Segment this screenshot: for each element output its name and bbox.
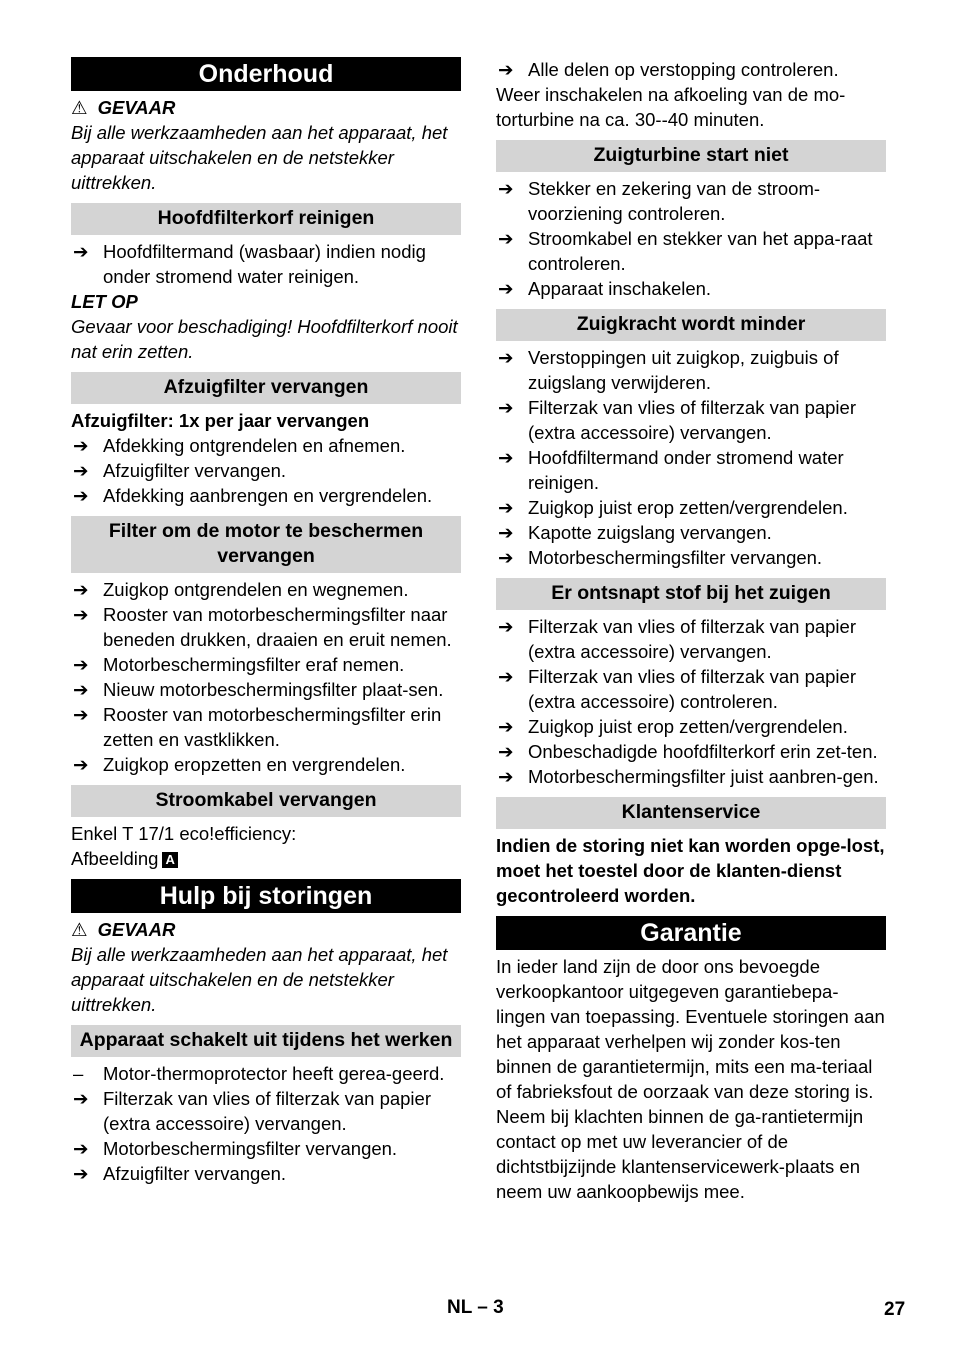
list-item: ➔ Stroomkabel en stekker van het appa-raat controleren. [498,228,873,274]
warning-icon: ⚠ [71,919,88,940]
arrow-icon: ➔ [498,447,514,468]
list-item: ➔ Alle delen op verstopping controleren. [498,59,839,80]
arrow-icon: ➔ [73,460,89,481]
arrow-icon: ➔ [498,741,514,762]
list-item: ➔ Zuigkop juist erop zetten/vergrendelen. [498,716,848,737]
list-item: ➔ Zuigkop ontgrendelen en wegnemen. [73,579,409,600]
afzuigfilter-intro: Afzuigfilter: 1x per jaar vervangen [71,410,370,431]
klantenservice-text: Indien de storing niet kan worden opge-lost, moet het toestel door de klanten-dienst gecontroleerd worden. [496,835,885,906]
arrow-icon: ➔ [498,522,514,543]
list-zuigkracht [496,345,886,570]
arrow-icon: ➔ [73,241,89,262]
arrow-icon: ➔ [73,485,89,506]
list-item: ➔ Afzuigfilter vervangen. [73,460,287,481]
right-column [496,57,886,1204]
list-item: ➔ Zuigkop eropzetten en vergrendelen. [73,754,406,775]
dash-icon: – [73,1063,84,1084]
note-label: LET OP [71,291,138,312]
list-item: ➔ Motorbeschermingsfilter vervangen. [73,1138,398,1159]
list-item: ➔ Kapotte zuigslang vervangen. [498,522,772,543]
garantie-text: In ieder land zijn de door ons bevoegde verkoopkantoor uitgegeven garantiebepa-lingen van toepassing. Eventuele storingen aan het apparaat verhelpen wij zonder kos-ten binnen de garantietermijn, mits een ma-teriaal of fabrieksfout de oorzaak van deze storing is. Neem bij klachten binnen de ga-rantietermijn contact op met uw leverancier of de dichtstbijzijnde klantenservicewerk-plaats en neem uw aankoopbewijs mee. [496,956,885,1202]
warning-heading [71,917,461,942]
warning-text: Bij alle werkzaamheden aan het apparaat, het apparaat uitschakelen en de netstekker uittrekken. [71,944,448,1015]
subsection-title-schakelt-uit: Apparaat schakelt uit tijdens het werken [71,1025,461,1057]
list-item: ➔ Hoofdfiltermand (wasbaar) indien nodig onder stromend water reinigen. [73,241,426,287]
left-column [71,57,461,1186]
warning-heading [71,95,461,120]
list-top [496,57,886,82]
subsection-title-zuigkracht: Zuigkracht wordt minder [496,309,886,341]
subsection-title-klantenservice: Klantenservice [496,797,886,829]
subsection-title-stof: Er ontsnapt stof bij het zuigen [496,578,886,610]
list-item: ➔ Verstoppingen uit zuigkop, zuigbuis of zuigslang verwijderen. [498,347,839,393]
arrow-icon: ➔ [73,679,89,700]
warning-label: GEVAAR [97,919,176,940]
subsection-title-hoofdfilterkorf: Hoofdfilterkorf reinigen [71,203,461,235]
list-item: ➔ Rooster van motorbeschermingsfilter erin zetten en vastklikken. [73,704,442,750]
arrow-icon: ➔ [498,716,514,737]
section-title-onderhoud: Onderhoud [71,57,461,91]
list-zuigturbine [496,176,886,301]
list-item: ➔ Onbeschadigde hoofdfilterkorf erin zet-ten. [498,741,878,762]
subsection-title-motorfilter: Filter om de motor te beschermen vervangen [71,516,461,573]
arrow-icon: ➔ [498,178,514,199]
arrow-icon: ➔ [73,1088,89,1109]
list-item: ➔ Motorbeschermingsfilter eraf nemen. [73,654,405,675]
note-text: Gevaar voor beschadiging! Hoofdfilterkorf nooit nat erin zetten. [71,316,458,362]
arrow-icon: ➔ [498,497,514,518]
warning-icon: ⚠ [71,97,88,118]
list-item: ➔ Rooster van motorbeschermingsfilter naar beneden drukken, draaien en eruit nemen. [73,604,452,650]
footer-language-page: NL – 3 [447,1297,504,1318]
list-item: ➔ Nieuw motorbeschermingsfilter plaat-sen. [73,679,444,700]
arrow-icon: ➔ [73,1138,89,1159]
list-item: ➔ Filterzak van vlies of filterzak van papier (extra accessoire) vervangen. [498,397,856,443]
top-text: Weer inschakelen na afkoeling van de mo-torturbine na ca. 30--40 minuten. [496,84,846,130]
footer-page-number: 27 [884,1299,906,1320]
section-title-garantie: Garantie [496,916,886,950]
list-item: ➔ Filterzak van vlies of filterzak van papier (extra accessoire) vervangen. [73,1088,431,1134]
arrow-icon: ➔ [73,704,89,725]
arrow-icon: ➔ [498,347,514,368]
list-item: ➔ Motorbeschermingsfilter vervangen. [498,547,823,568]
warning-text: Bij alle werkzaamheden aan het apparaat, het apparaat uitschakelen en de netstekker uittrekken. [71,122,448,193]
arrow-icon: ➔ [498,278,514,299]
arrow-icon: ➔ [498,59,514,80]
arrow-icon: ➔ [498,228,514,249]
arrow-icon: ➔ [498,616,514,637]
list-item: – Motor-thermoprotector heeft gerea-geerd. [73,1063,445,1084]
list-afzuigfilter [71,433,461,508]
list-item: ➔ Apparaat inschakelen. [498,278,712,299]
list-schakelt-uit [71,1061,461,1186]
arrow-icon: ➔ [498,547,514,568]
stroomkabel-line1: Enkel T 17/1 eco!efficiency: [71,823,297,844]
list-item: ➔ Afzuigfilter vervangen. [73,1163,287,1184]
subsection-title-zuigturbine: Zuigturbine start niet [496,140,886,172]
list-item: ➔ Stekker en zekering van de stroom-voorziening controleren. [498,178,821,224]
arrow-icon: ➔ [73,435,89,456]
warning-label: GEVAAR [97,97,176,118]
list-item: ➔ Motorbeschermingsfilter juist aanbren-gen. [498,766,879,787]
stroomkabel-line2: Afbeelding A [71,846,461,871]
list-item: ➔ Afdekking ontgrendelen en afnemen. [73,435,406,456]
list-motorfilter [71,577,461,777]
list-item: ➔ Filterzak van vlies of filterzak van papier (extra accessoire) controleren. [498,666,856,712]
arrow-icon: ➔ [73,754,89,775]
subsection-title-stroomkabel: Stroomkabel vervangen [71,785,461,817]
list-item: ➔ Zuigkop juist erop zetten/vergrendelen. [498,497,848,518]
figure-reference-icon: A [162,852,177,868]
arrow-icon: ➔ [498,666,514,687]
list-item: ➔ Filterzak van vlies of filterzak van papier (extra accessoire) vervangen. [498,616,856,662]
list-item: ➔ Hoofdfiltermand onder stromend water reinigen. [498,447,844,493]
list-hoofdfilterkorf [71,239,461,289]
arrow-icon: ➔ [73,654,89,675]
arrow-icon: ➔ [73,579,89,600]
section-title-hulp: Hulp bij storingen [71,879,461,913]
arrow-icon: ➔ [498,766,514,787]
list-stof [496,614,886,789]
arrow-icon: ➔ [498,397,514,418]
arrow-icon: ➔ [73,1163,89,1184]
arrow-icon: ➔ [73,604,89,625]
subsection-title-afzuigfilter: Afzuigfilter vervangen [71,372,461,404]
list-item: ➔ Afdekking aanbrengen en vergrendelen. [73,485,433,506]
